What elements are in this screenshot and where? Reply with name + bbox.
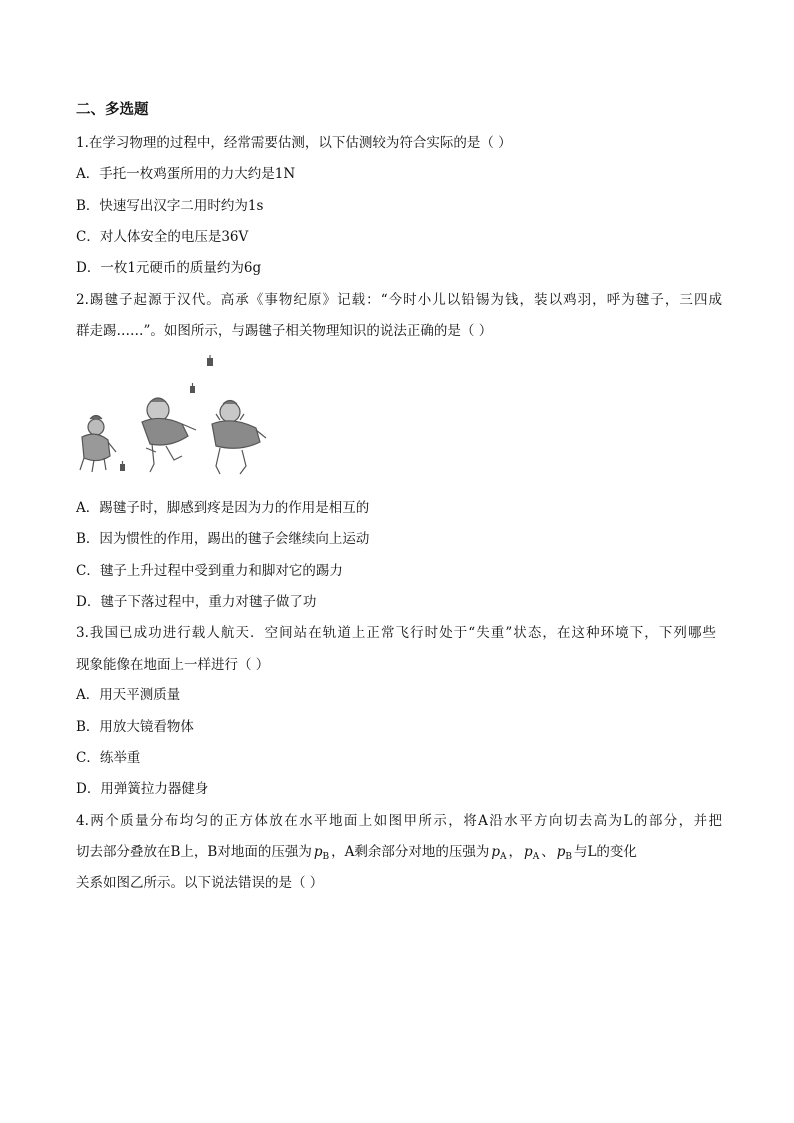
pressure-pb-symbol — [312, 844, 331, 860]
question-4-line-3: 关系如图乙所示。以下说法错误的是（ ） — [76, 875, 324, 891]
question-2-option-c: C．毽子上升过程中受到重力和脚对它的踢力 — [76, 563, 343, 579]
question-3-option-c: C．练举重 — [76, 750, 141, 766]
pressure-pa-symbol — [489, 844, 508, 860]
question-2-stem-line-1: 2.踢毽子起源于汉代。高承《事物纪原》记载：“今时小儿以铅锡为钱，装以鸡羽，呼为毽子，三四成 — [76, 292, 722, 308]
question-4-line-2 — [76, 843, 722, 866]
question-3-option-a: A．用天平测质量 — [76, 687, 181, 703]
question-1-stem: 1.在学习物理的过程中，经常需要估测，以下估测较为符合实际的是（ ） — [76, 135, 512, 151]
pressure-p-letter: p — [313, 844, 323, 860]
section-title: 二、多选题 — [76, 102, 149, 118]
pressure-pa-symbol-2 — [522, 844, 541, 860]
question-4-line-2-text-a: 切去部分叠放在B上，B对地面的压强为 — [76, 844, 312, 860]
subscript-a: A — [500, 852, 507, 862]
question-2-stem-line-2: 群走踢……”。如图所示，与踢毽子相关物理知识的说法正确的是（ ） — [76, 323, 493, 339]
question-4-line-2-text-b: ，A剩余部分对地的压强为 — [331, 844, 490, 860]
child-right — [212, 401, 266, 475]
child-left — [80, 416, 116, 473]
question-3-option-d: D．用弹簧拉力器健身 — [76, 781, 209, 797]
subscript-a: A — [532, 852, 540, 862]
shuttlecock-high — [207, 355, 213, 366]
question-4-line-1: 4.两个质量分布均匀的正方体放在水平地面上如图甲所示，将A沿水平方向切去高为L的部分，并把 — [76, 813, 722, 829]
shuttlecock-kicking-illustration — [70, 352, 282, 482]
question-2-option-b: B．因为惯性的作用，踢出的毽子会继续向上运动 — [76, 531, 370, 547]
subscript-b: B — [565, 852, 572, 862]
question-3-stem-line-2: 现象能像在地面上一样进行（ ） — [76, 657, 270, 673]
question-2-option-d: D．毽子下落过程中，重力对毽子做了功 — [76, 594, 317, 610]
shuttlecock-low — [120, 461, 125, 471]
pressure-p-letter: p — [491, 844, 501, 860]
question-4-line-2-text-c: ， — [508, 844, 523, 860]
question-2-option-a: A．踢毽子时，脚感到疼是因为力的作用是相互的 — [76, 500, 370, 516]
pressure-p-letter: p — [524, 844, 533, 860]
shuttlecock-mid — [190, 383, 195, 393]
question-1-option-a: A．手托一枚鸡蛋所用的力大约是1N — [76, 166, 296, 182]
pressure-p-letter: p — [556, 844, 566, 860]
question-1-option-b: B．快速写出汉字二用时约为1s — [76, 198, 264, 214]
question-1-option-c: C．对人体安全的电压是36V — [76, 229, 249, 245]
question-3-stem-line-1: 3.我国已成功进行载人航天．空间站在轨道上正常飞行时处于“失重”状态，在这种环境下，下列哪些 — [76, 625, 716, 641]
question-1-option-d: D．一枚1元硬币的质量约为6g — [76, 260, 262, 276]
question-4-line-2-text-e: 与L的变化 — [573, 844, 637, 860]
child-middle — [142, 398, 196, 472]
question-3-option-b: B．用放大镜看物体 — [76, 719, 194, 735]
subscript-b: B — [322, 852, 330, 862]
pressure-pb-symbol-2 — [555, 844, 574, 860]
question-4-line-2-text-d: 、 — [541, 844, 555, 860]
